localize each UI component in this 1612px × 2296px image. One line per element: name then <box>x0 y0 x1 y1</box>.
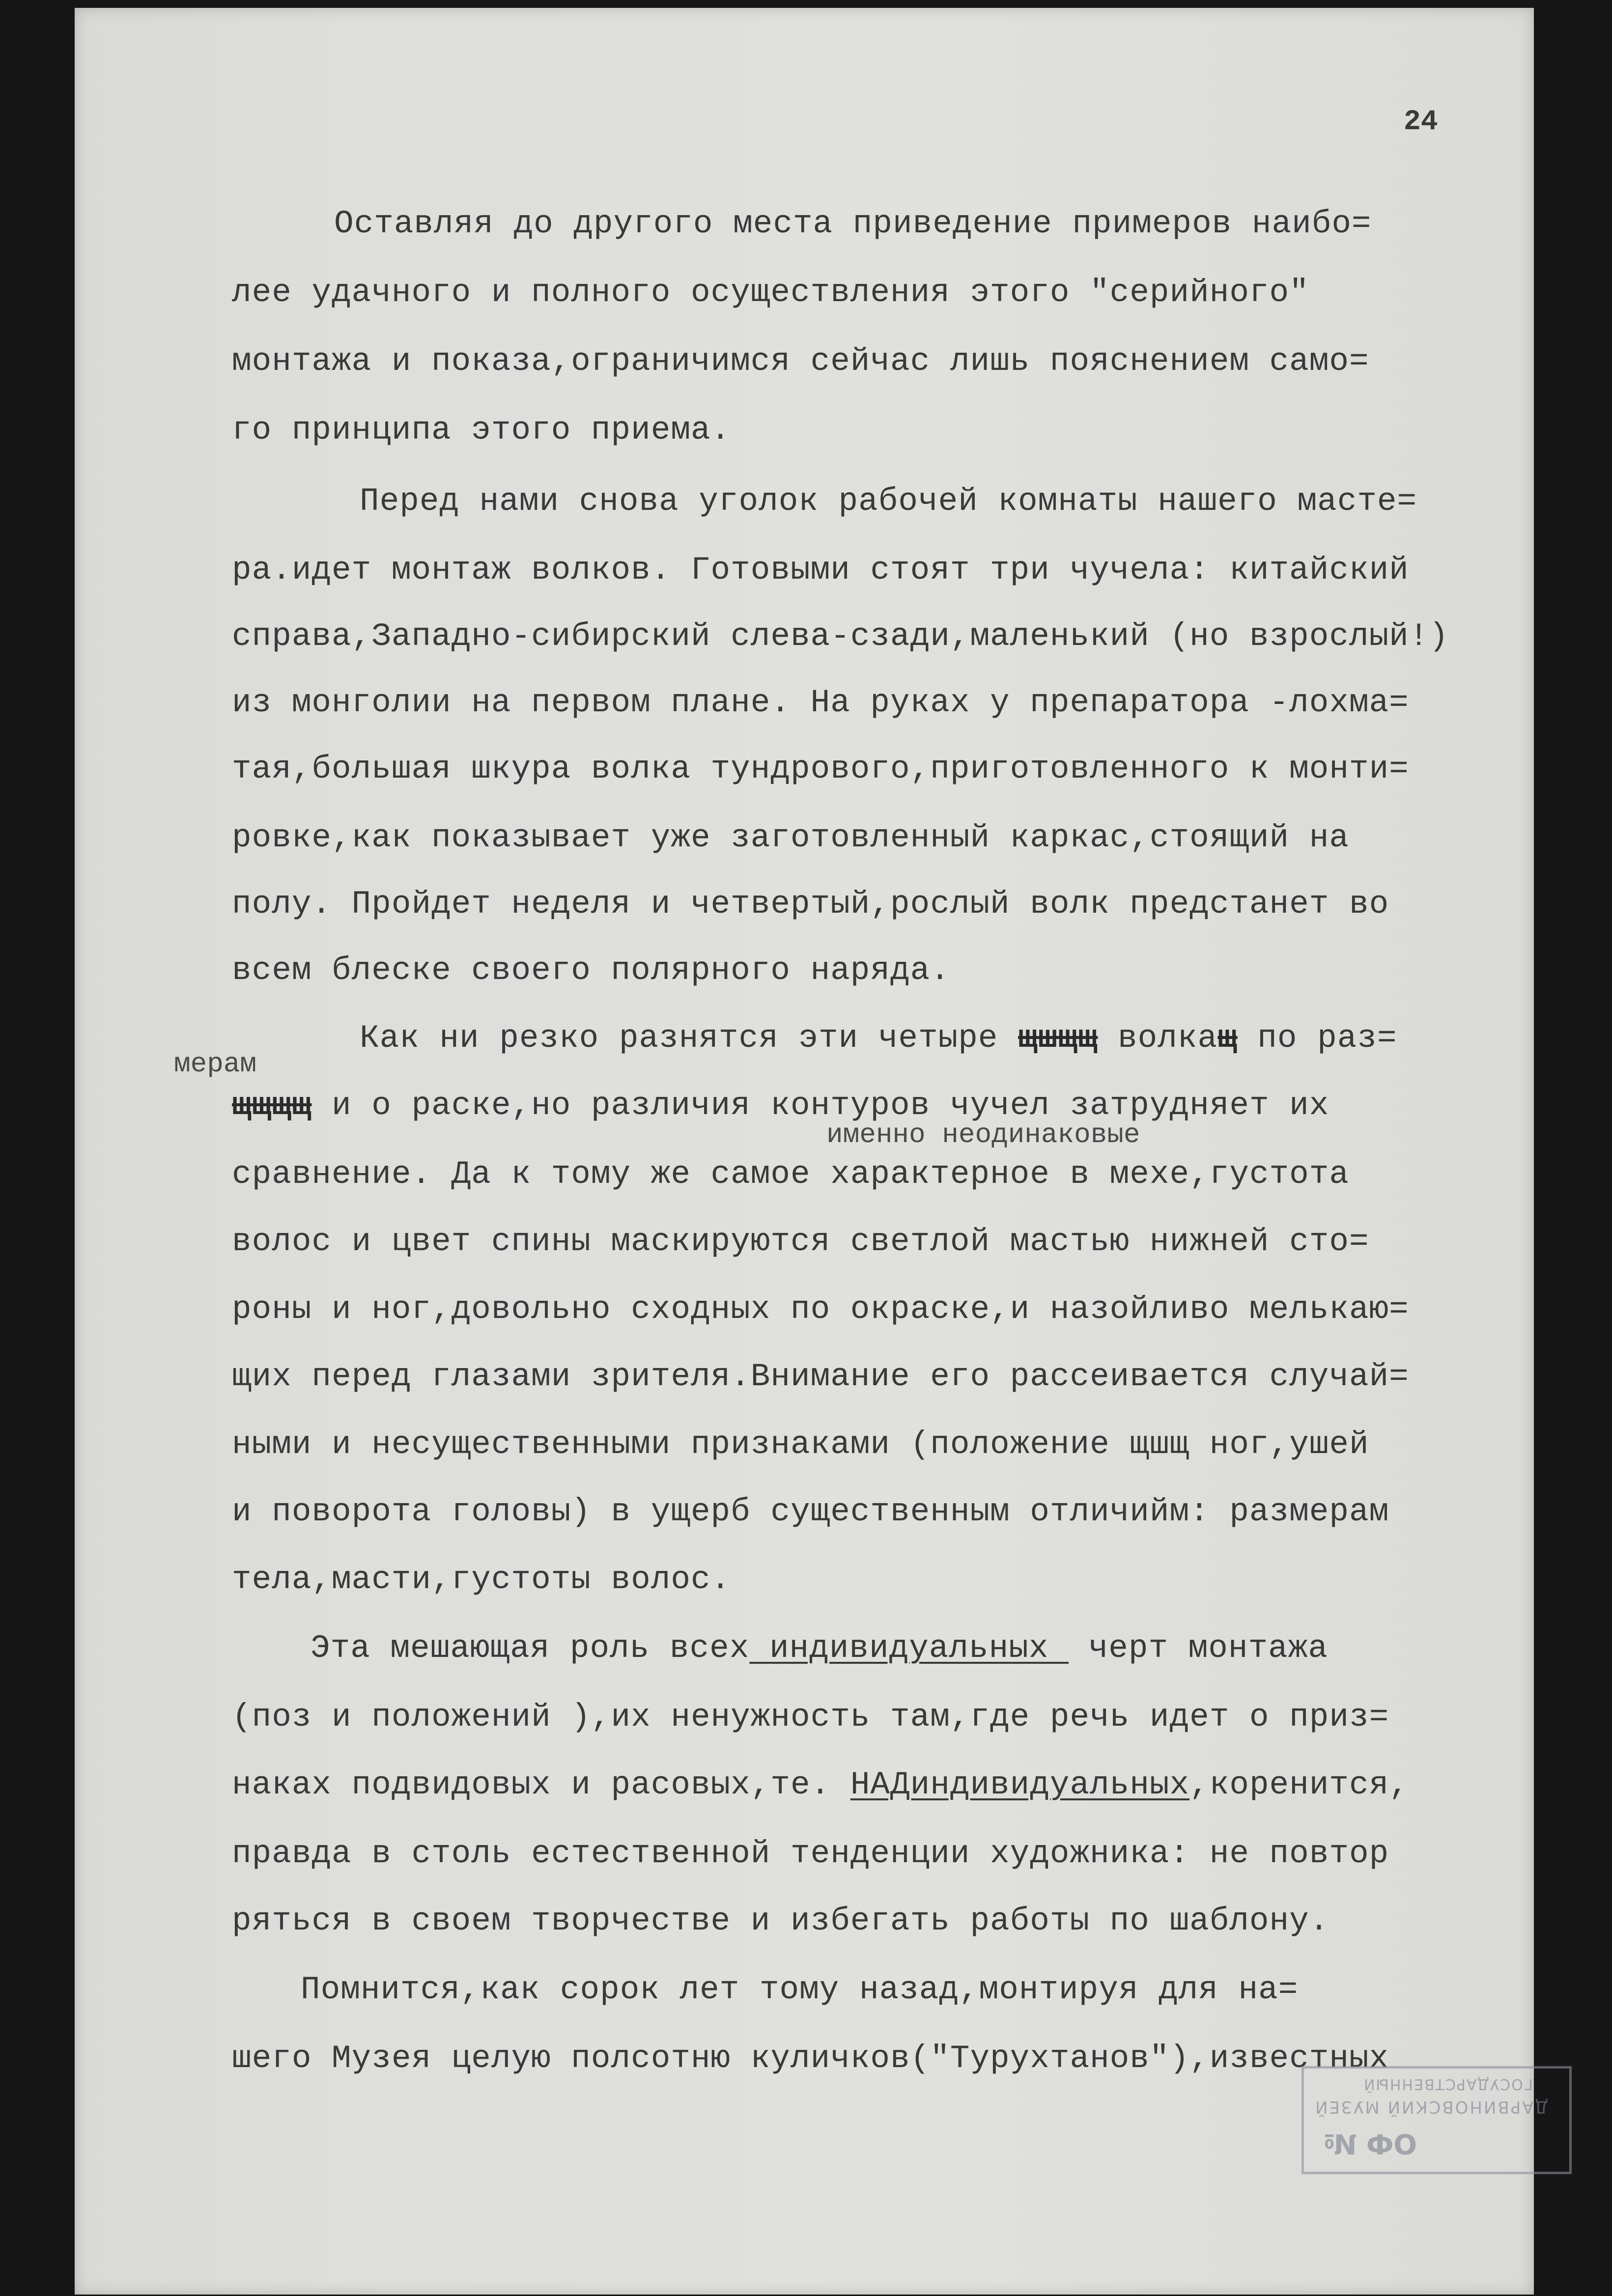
text-line: щщщщ и о раске,но различия контуров чучел затрудняет их <box>232 1087 1329 1124</box>
text-line: ряться в своем творчестве и избегать работы по шаблону. <box>232 1903 1329 1939</box>
page-number: 24 <box>1404 106 1438 138</box>
text-line: полу. Пройдет неделя и четвертый,рослый волк предстанет во <box>232 886 1389 923</box>
text-line: Оставляя до другого места приведение примеров наибо= <box>334 205 1372 242</box>
text-line: лее удачного и полного осуществления этого "серийного" <box>232 274 1309 311</box>
text-line: щих перед глазами зрителя.Внимание его рассеивается случай= <box>232 1358 1409 1395</box>
text-line: Помнится,как сорок лет тому назад,монтируя для на= <box>301 1971 1299 2008</box>
text-line: Перед нами снова уголок рабочей комнаты нашего масте= <box>360 483 1417 520</box>
stamp-text: ДАРВИНОВСКИЙ МУЗЕЙ <box>1314 2097 1549 2117</box>
text-line: сравнение. Да к тому же самое характерное в мехе,густота <box>232 1156 1349 1193</box>
handwritten-insertion: мерам <box>174 1048 257 1080</box>
strikeout: щшщщ <box>1018 1020 1098 1057</box>
text-line: ровке,как показывает уже заготовленный каркас,стоящий на <box>232 819 1349 856</box>
strikeout: щ <box>1217 1020 1238 1057</box>
underlined-text: индивидуальных <box>749 1630 1069 1667</box>
stamp-text: ОФ № <box>1324 2128 1417 2159</box>
text-line: ными и несущественными признаками (положение щшщ ног,ушей <box>232 1426 1369 1463</box>
text-line: всем блеске своего полярного наряда. <box>232 952 950 989</box>
underlined-text: НАДиндивидуальных <box>850 1766 1190 1803</box>
text-line: из монголии на первом плане. На руках у препаратора -лохма= <box>232 684 1409 721</box>
text-line: наках подвидовых и расовых,те. НАДиндивидуальных,коренится, <box>232 1766 1409 1803</box>
text-line: Как ни резко разнятся эти четыре щшщщ волкащ по раз= <box>360 1020 1397 1057</box>
typewritten-page <box>75 8 1549 2295</box>
text-line: волос и цвет спины маскируются светлой мастью нижней сто= <box>232 1223 1369 1260</box>
text-line: и поворота головы) в ущерб существенным отличийм: размерам <box>232 1493 1389 1530</box>
text-line: справа,Западно-сибирский слева-сзади,маленький (но взрослый!) <box>232 618 1449 655</box>
text-line: го принципа этого приема. <box>232 412 731 448</box>
text-line: роны и ног,довольно сходных по окраске,и назойливо мелькаю= <box>232 1291 1409 1328</box>
text-line: правда в столь естественной тенденции художника: не повтор <box>232 1835 1389 1872</box>
text-line: монтажа и показа,ограничимся сейчас лишь пояснением само= <box>232 343 1369 380</box>
typed-insertion: именно неодинаковые <box>826 1119 1140 1150</box>
stamp-text: ГОСУДАРСТВЕННЫЙ <box>1363 2075 1533 2093</box>
archive-stamp <box>1301 2066 1572 2174</box>
strikeout: щщщщ <box>232 1087 312 1124</box>
text-line: Эта мешающая роль всех индивидуальных черт монтажа <box>311 1630 1328 1667</box>
text-line: тая,большая шкура волка тундрового,приготовленного к монти= <box>232 751 1409 787</box>
text-line: тела,масти,густоты волос. <box>232 1561 731 1598</box>
text-line: (поз и положений ),их ненужность там,где речь идет о приз= <box>232 1699 1389 1736</box>
text-line: ра.идет монтаж волков. Готовыми стоят три чучела: китайский <box>232 552 1409 588</box>
text-line: шего Музея целую полсотню куличков("Турухтанов"),известных <box>232 2040 1389 2077</box>
